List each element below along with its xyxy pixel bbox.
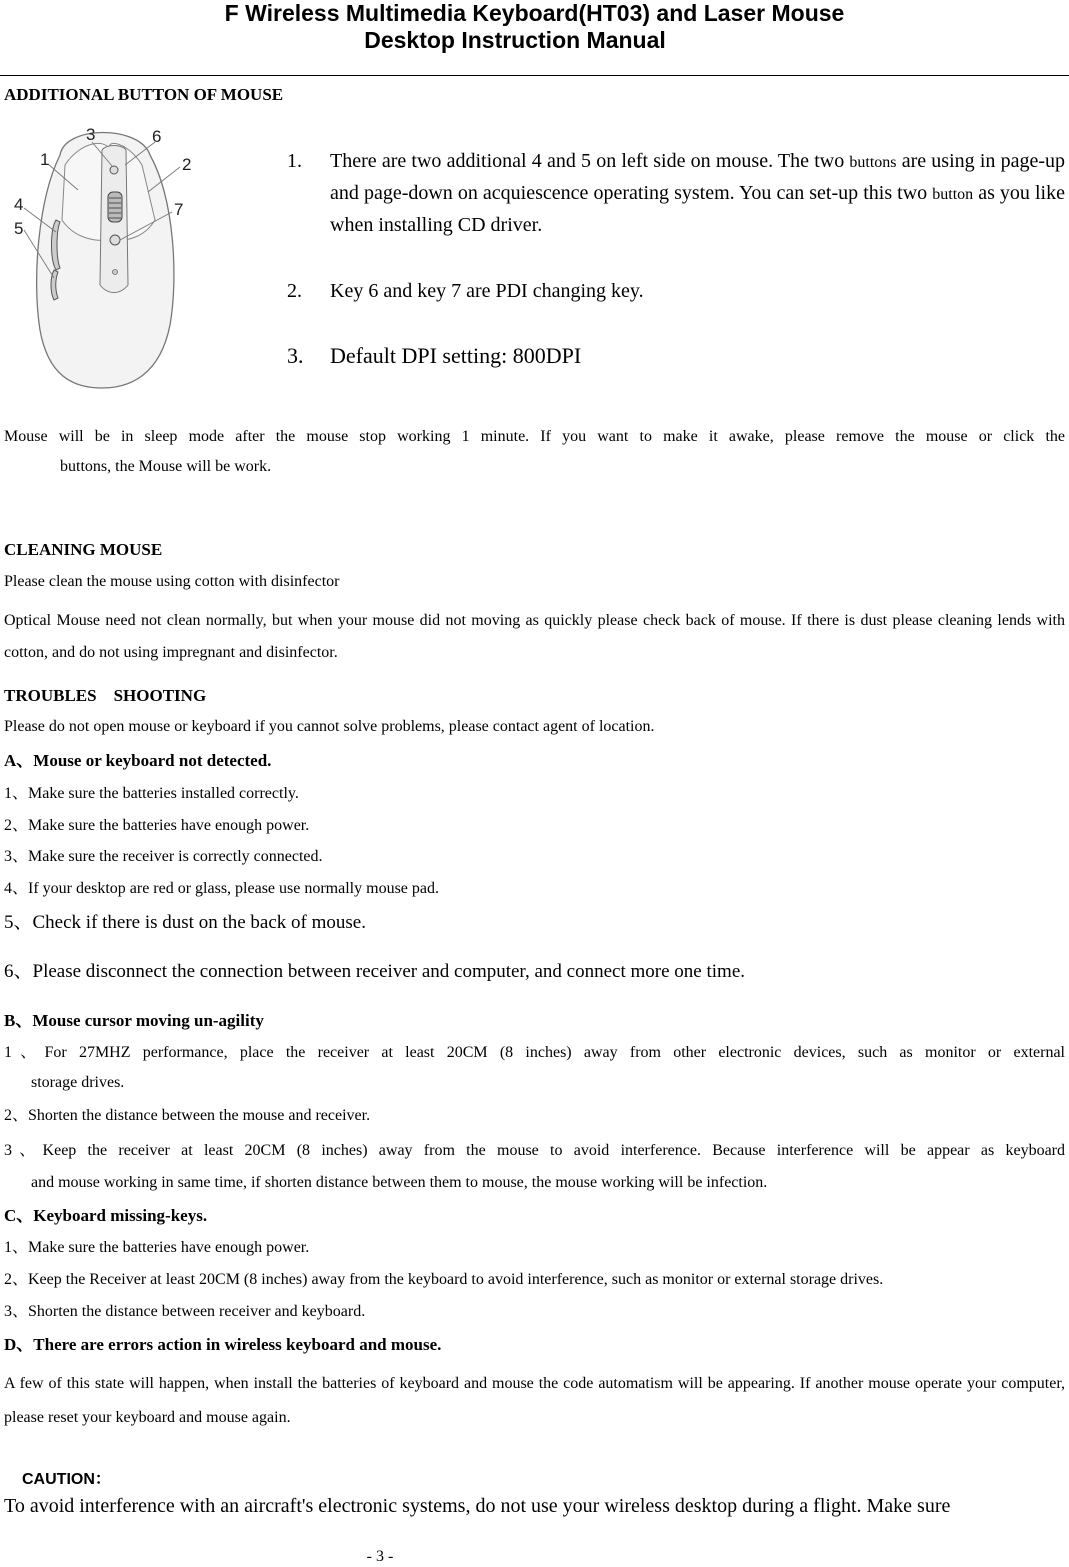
list-item: [287, 146, 1065, 242]
section-heading-additional-button: ADDITIONAL BUTTON OF MOUSE: [4, 85, 284, 104]
mouse-label-6: 6: [152, 127, 162, 146]
list-item-number: 1.: [287, 150, 302, 172]
subsection-d-text: A few of this state will happen, when install the batteries of keyboard and mouse the code automatism will be appearing. If another mouse operate your computer, please reset your keyboard and mouse again.: [4, 1375, 1065, 1426]
list-item: 1、For 27MHZ performance, place the receiver at least 20CM (8 inches) away from other electronic devices, such as monitor or external: [4, 1044, 1065, 1061]
section-heading-cleaning: CLEANING MOUSE: [4, 540, 163, 559]
header-rule: [0, 75, 1069, 76]
mouse-scroll-wheel: [108, 192, 122, 222]
mouse-label-4: 4: [14, 195, 24, 214]
cleaning-line2: Optical Mouse need not clean normally, but when your mouse did not moving as quickly please check back of mouse. If there is dust please cleaning lends with cotton, and do not using impregnant and disinfector.: [4, 612, 1065, 661]
subsection-title-a: A、Mouse or keyboard not detected.: [4, 751, 272, 770]
mouse-button-7: [110, 235, 120, 245]
list-item: 3、Keep the receiver at least 20CM (8 inches) away from the mouse to avoid interference. Because interference will be appear as keyboard: [4, 1142, 1065, 1159]
sleep-note-line2: buttons, the Mouse will be work.: [60, 458, 272, 475]
mouse-label-1: 1: [40, 150, 50, 169]
list-item-text: There are two additional 4 and 5 on left side on mouse. The two buttons are using in page-up and page-down on acquiescence operating system. You can set-up this two button as you like when installing CD driver.: [330, 150, 1066, 236]
cleaning-line1: Please clean the mouse using cotton with disinfector: [4, 573, 340, 590]
mouse-diagram: [10, 120, 195, 390]
list-item-text: Default DPI setting: 800DPI: [330, 343, 582, 368]
subsection-title-c: C、Keyboard missing-keys.: [4, 1206, 208, 1225]
subsection-title-b: B、Mouse cursor moving un-agility: [4, 1011, 264, 1030]
document-title: F Wireless Multimedia Keyboard(HT03) and Laser Mouse: [224, 0, 845, 26]
section-heading-troubleshooting: TROUBLES SHOOTING: [4, 686, 207, 705]
subsection-title-d: D、There are errors action in wireless keyboard and mouse.: [4, 1335, 442, 1354]
mouse-label-2: 2: [182, 155, 192, 174]
mouse-label-7: 7: [174, 200, 184, 219]
list-item: [287, 340, 1065, 374]
mouse-label-3: 3: [86, 125, 96, 144]
mouse-label-5: 5: [14, 219, 24, 238]
list-item-text: Key 6 and key 7 are PDI changing key.: [330, 280, 644, 302]
list-item-number: 3.: [287, 343, 304, 368]
list-item: 1、Make sure the batteries have enough power.: [4, 1239, 310, 1256]
page-number: - 3 -: [366, 1548, 394, 1565]
list-item: 3、Shorten the distance between receiver and keyboard.: [4, 1303, 366, 1320]
list-item: 2、Make sure the batteries have enough power.: [4, 817, 310, 834]
list-item-continuation: storage drives.: [31, 1074, 125, 1091]
list-item: 5、Check if there is dust on the back of mouse.: [4, 912, 366, 933]
list-item: 3、Make sure the receiver is correctly connected.: [4, 848, 323, 865]
sleep-note-line1: Mouse will be in sleep mode after the mouse stop working 1 minute. If you want to make it awake, please remove the mouse or click the: [4, 428, 1065, 445]
list-item: 4、If your desktop are red or glass, please use normally mouse pad.: [4, 880, 439, 897]
document-subtitle: Desktop Instruction Manual: [364, 27, 666, 53]
list-item: [287, 276, 1065, 306]
caution-text: To avoid interference with an aircraft's electronic systems, do not use your wireless desktop during a flight. Make sure: [4, 1495, 951, 1517]
list-item: 6、Please disconnect the connection between receiver and computer, and connect more one time.: [4, 961, 746, 982]
troubleshooting-intro: Please do not open mouse or keyboard if you cannot solve problems, please contact agent of location.: [4, 718, 655, 735]
list-item: 2、Shorten the distance between the mouse and receiver.: [4, 1107, 371, 1124]
list-item: 2、Keep the Receiver at least 20CM (8 inches) away from the keyboard to avoid interference, such as monitor or external storage drives.: [4, 1271, 884, 1288]
list-item-number: 2.: [287, 280, 302, 302]
list-item-continuation: and mouse working in same time, if shorten distance between them to mouse, the mouse working will be infection.: [31, 1174, 768, 1191]
mouse-button-3: [110, 166, 118, 174]
list-item: 1、Make sure the batteries installed correctly.: [4, 785, 299, 802]
caution-label: CAUTION：: [22, 1471, 111, 1488]
